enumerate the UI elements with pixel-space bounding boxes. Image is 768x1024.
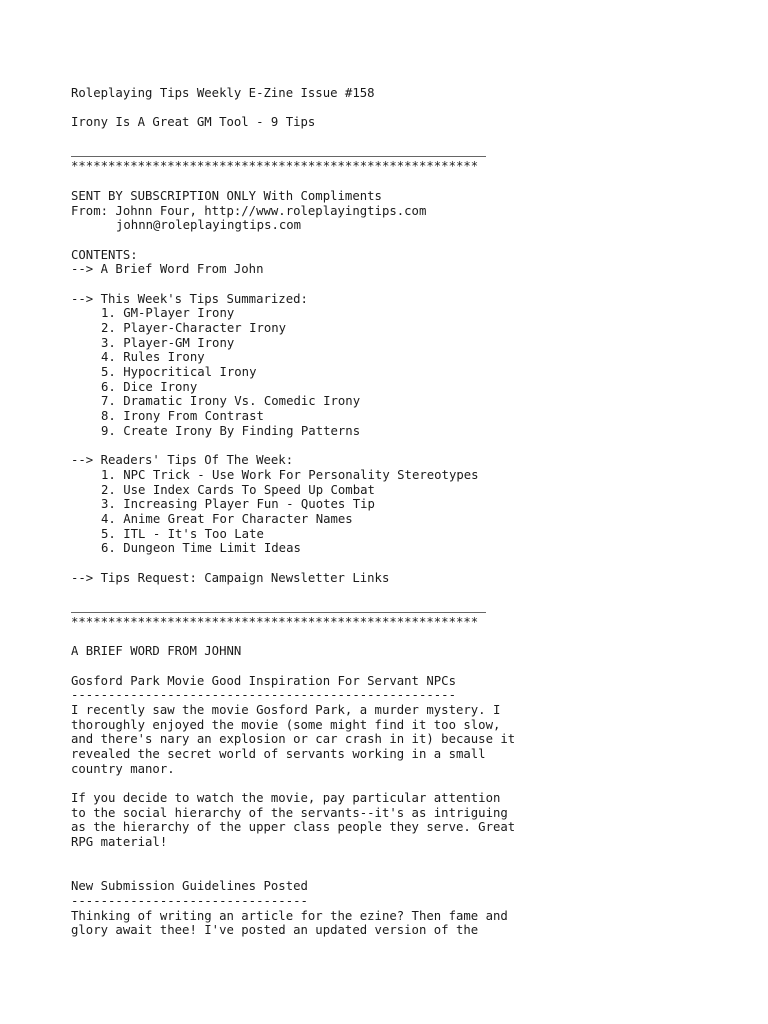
list-item: 3. Player-GM Irony xyxy=(101,335,235,350)
article-title-underline: ---------------------------------------------------- xyxy=(71,688,456,703)
list-item: 7. Dramatic Irony Vs. Comedic Irony xyxy=(101,394,361,409)
list-item: 3. Increasing Player Fun - Quotes Tip xyxy=(101,497,375,512)
list-item: 1. NPC Trick - Use Work For Personality Stereotypes xyxy=(101,467,479,482)
article-title: Gosford Park Movie Good Inspiration For Servant NPCs xyxy=(71,673,456,688)
issue-subtitle: Irony Is A Great GM Tool - 9 Tips xyxy=(71,115,316,130)
separator-1: ******************************************************* xyxy=(71,159,751,174)
list-item: 4. Anime Great For Character Names xyxy=(101,511,353,526)
email-line: johnn@roleplayingtips.com xyxy=(116,218,302,233)
sent-by-line: SENT BY SUBSCRIPTION ONLY With Compliments xyxy=(71,188,382,203)
brief-word-heading: A BRIEF WORD FROM JOHNN xyxy=(71,644,242,659)
article-text-line: Thinking of writing an article for the ezine? Then fame and xyxy=(71,908,508,923)
list-item: 6. Dungeon Time Limit Ideas xyxy=(101,541,301,556)
article-text-line: thoroughly enjoyed the movie (some might find it too slow, xyxy=(71,717,501,732)
article-text-line: country manor. xyxy=(71,761,175,776)
contents-tips-heading: --> This Week's Tips Summarized: xyxy=(71,291,308,306)
article-text-line: glory await thee! I've posted an updated version of the xyxy=(71,923,479,938)
list-item: 5. Hypocritical Irony xyxy=(101,365,257,380)
from-line: From: Johnn Four, http://www.roleplayingtips.com xyxy=(71,203,427,218)
zine-title: Roleplaying Tips Weekly E-Zine Issue #158 xyxy=(71,86,375,100)
article-text-line: revealed the secret world of servants working in a small xyxy=(71,746,486,761)
article-title: New Submission Guidelines Posted xyxy=(71,879,308,894)
article-text-line: RPG material! xyxy=(71,835,168,850)
contents-brief-word: --> A Brief Word From John xyxy=(71,262,264,277)
article-text-line: I recently saw the movie Gosford Park, a murder mystery. I xyxy=(71,702,501,717)
article-text-line: to the social hierarchy of the servants--it's as intriguing xyxy=(71,805,508,820)
list-item: 2. Player-Character Irony xyxy=(101,321,287,335)
separator-2: ******************************************************* xyxy=(71,615,751,630)
article-text-line: and there's nary an explosion or car crash in it) because it xyxy=(71,732,516,747)
contents-heading: CONTENTS: xyxy=(71,247,138,262)
contents-readers-heading: --> Readers' Tips Of The Week: xyxy=(71,453,294,468)
article-text-line: as the hierarchy of the upper class people they serve. Great xyxy=(71,820,516,835)
article-title-underline: -------------------------------- xyxy=(71,893,308,908)
list-item: 4. Rules Irony xyxy=(101,350,205,365)
list-item: 5. ITL - It's Too Late xyxy=(101,526,264,541)
list-item: 9. Create Irony By Finding Patterns xyxy=(101,423,361,438)
contents-request-line: --> Tips Request: Campaign Newsletter Links xyxy=(71,570,390,585)
list-item: 2. Use Index Cards To Speed Up Combat xyxy=(101,482,375,497)
article-text-line: If you decide to watch the movie, pay particular attention xyxy=(71,791,501,805)
list-item: 1. GM-Player Irony xyxy=(101,306,235,321)
list-item: 6. Dice Irony xyxy=(101,379,198,394)
list-item: 8. Irony From Contrast xyxy=(101,409,264,424)
ezine-document xyxy=(71,86,751,938)
